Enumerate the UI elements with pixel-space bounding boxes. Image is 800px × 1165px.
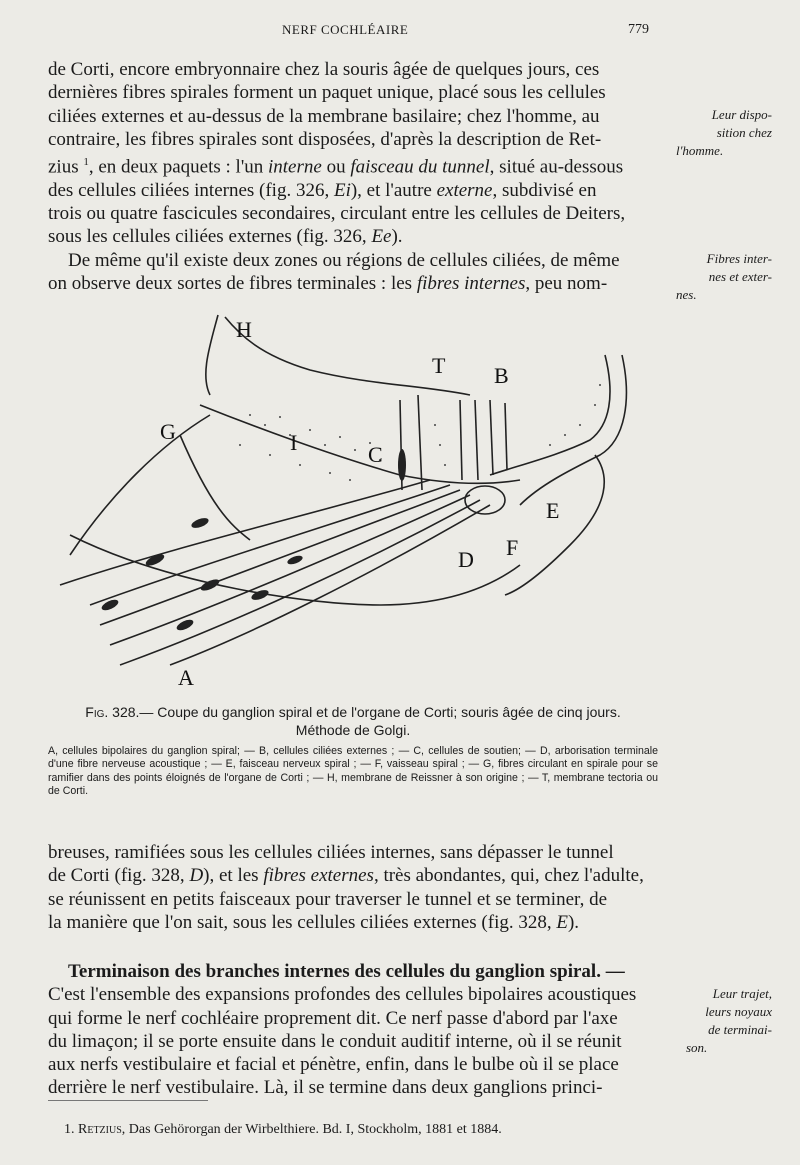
page-number: 779 [628,22,649,37]
margin-note-line: nes et exter- [708,269,772,284]
figure-label-a: A [178,665,194,690]
figure-label-h: H [236,317,252,342]
margin-note-line: son. [686,1040,708,1055]
text-run: on observe deux sortes de fibres terminales : les [48,273,417,294]
italic-term: Ei [333,179,351,201]
text-line: C'est l'ensemble des expansions profondes des cellules bipolaires acoustiques [48,984,637,1006]
paragraph-3 [48,841,658,934]
text-line: De même qu'il existe deux zones ou régions de cellules ciliées, de même [68,249,620,271]
text-line [48,151,658,179]
running-head-title: NERF COCHLÉAIRE [282,22,409,37]
margin-note-line: sition chez [716,125,772,140]
cochlea-drawing [50,305,640,695]
basilar-line [200,405,520,483]
figure-328-illustration [50,305,640,695]
text-run: sous les cellules ciliées externes (fig. 326, [48,226,372,248]
text-run: ou [321,156,351,178]
osseous-boundary [70,535,520,605]
margin-note-disposition [672,106,772,160]
caption-line [48,703,658,721]
text-line: aux nerfs vestibulaire et facial et pénètre, enfin, dans le bulbe où il se place [48,1054,619,1076]
footnote [64,1122,664,1138]
text-run: , peu nom- [525,273,608,294]
italic-term: fibres externes [263,865,374,887]
pillar-cell [418,395,422,490]
text-run: , subdivisé en [492,179,597,201]
running-head [0,22,800,42]
paragraph-1 [48,58,658,295]
figure-legend: A, cellules bipolaires du ganglion spiral; — B, cellules ciliées externes ; — C, cellules de soutien; — D, arborisation terminale d'une fibre nerveuse acoustique ; — E, faisceau nerveux spiral ; — F, vaisseau spiral ; — G, fibres circulant en spirale pour se ramifier dans des points éloignés de l'organe de Corti ; — H, membrane de Reissner à son origine ; — T, membrane tectoria ou de Corti. [48,745,658,798]
text-line: derrière le nerf vestibulaire. Là, il se termine dans deux ganglions princi- [48,1077,603,1099]
text-run: ). [567,911,580,933]
margin-note-line: nes. [676,287,697,302]
text-line [48,179,658,202]
text-line [48,864,658,887]
italic-term: Ee [371,226,392,248]
text-line: dernières fibres spirales forment un paquet unique, placé sous les cellules [48,82,606,104]
footnote-author: Retzius [78,1122,122,1137]
footnote-number: 1. [64,1122,75,1137]
margin-note-fibres [672,250,772,304]
text-run: , très abondantes, qui, chez l'adulte, [373,865,644,887]
figure-label-c: C [368,442,383,467]
margin-note-line: Leur trajet, [712,986,772,1001]
section-heading: Terminaison des branches internes des cellules du ganglion spiral. — [68,961,625,982]
margin-note-trajet [672,985,772,1057]
figure-label-f: F [506,535,519,560]
text-run: , en deux paquets : l'un [88,156,268,178]
figure-label-g: G [160,419,176,444]
margin-note-line: leurs noyaux [705,1004,772,1019]
text-line: se réunissent en petits faisceaux pour traverser le tunnel et se terminer, de [48,888,607,910]
text-run: ), et l'autre [350,179,437,201]
italic-term: fibres internes [416,273,526,294]
nerve-fibre [90,485,450,605]
hair-cell [505,403,507,470]
paragraph-4 [48,960,658,1100]
text-line: contraire, les fibres spirales sont disposées, d'après la description de Ret- [48,128,602,150]
text-run: zius [48,156,84,178]
footnote-divider [48,1100,208,1101]
hair-cell [490,400,493,475]
outer-wall-line-2 [520,355,626,505]
spiral-ligament-line [505,455,604,595]
italic-term: interne [268,156,322,178]
spiral-fibre-g [180,435,250,540]
text-run: ). [391,226,403,248]
margin-note-line: Fibres inter- [706,251,772,266]
text-run: la manière que l'on sait, sous les cellules ciliées externes (fig. 328, [48,911,557,933]
nerve-fibre [120,500,480,665]
text-line: de Corti, encore embryonnaire chez la souris âgée de quelques jours, ces [48,59,600,80]
spiral-vessel [465,486,505,514]
text-line: ciliées externes et au-dessus de la membrane basilaire; chez l'homme, au [48,105,600,127]
margin-note-line: Leur dispo- [711,107,772,122]
nerve-fibre [110,495,470,645]
figure-label-d: D [458,547,474,572]
figure-caption [48,703,658,739]
footnote-text: , Das Gehörorgan der Wirbelthiere. Bd. I, Stockholm, 1881 et 1884. [121,1122,502,1137]
figure-number: Fig. 328. [85,704,140,720]
text-line [48,272,658,295]
caption-text: — Coupe du ganglion spiral et de l'organe de Corti; souris âgée de cinq jours. [139,704,621,720]
ganglion-cell [286,554,303,566]
figure-label-e: E [546,498,560,523]
text-run: de Corti (fig. 328, [48,865,190,887]
text-run: ), et les [203,865,264,887]
figure-label-t: T [432,353,446,378]
text-line: breuses, ramifiées sous les cellules ciliées internes, sans dépasser le tunnel [48,842,614,863]
reissner-membrane-line [206,315,218,395]
caption-line: Méthode de Golgi. [295,722,411,738]
text-line [48,225,658,248]
text-line: du limaçon; il se porte ensuite dans le conduit auditif interne, où il se réunit [48,1030,622,1052]
text-line [48,911,658,934]
limbus-curve [70,415,210,555]
italic-term: D [189,865,204,887]
support-cell-nucleus [398,449,406,481]
text-run: , situé au-dessous [489,156,624,178]
hair-cell [475,400,478,480]
text-run: des cellules ciliées internes (fig. 326, [48,179,334,201]
italic-term: faisceau du tunnel [350,156,490,178]
margin-note-line: de terminai- [708,1022,772,1037]
hair-cell [460,400,462,480]
figure-label-b: B [494,363,509,388]
margin-note-line: l'homme. [676,143,724,158]
figure-label-i: I [290,430,298,455]
text-line: trois ou quatre fascicules secondaires, circulant entre les cellules de Deiters, [48,203,626,225]
italic-term: E [556,911,568,933]
text-line: qui forme le nerf cochléaire proprement dit. Ce nerf passe d'abord par l'axe [48,1007,618,1029]
italic-term: externe [436,179,493,201]
footnote-ref: 1 [83,156,89,169]
ganglion-cell [190,516,210,530]
